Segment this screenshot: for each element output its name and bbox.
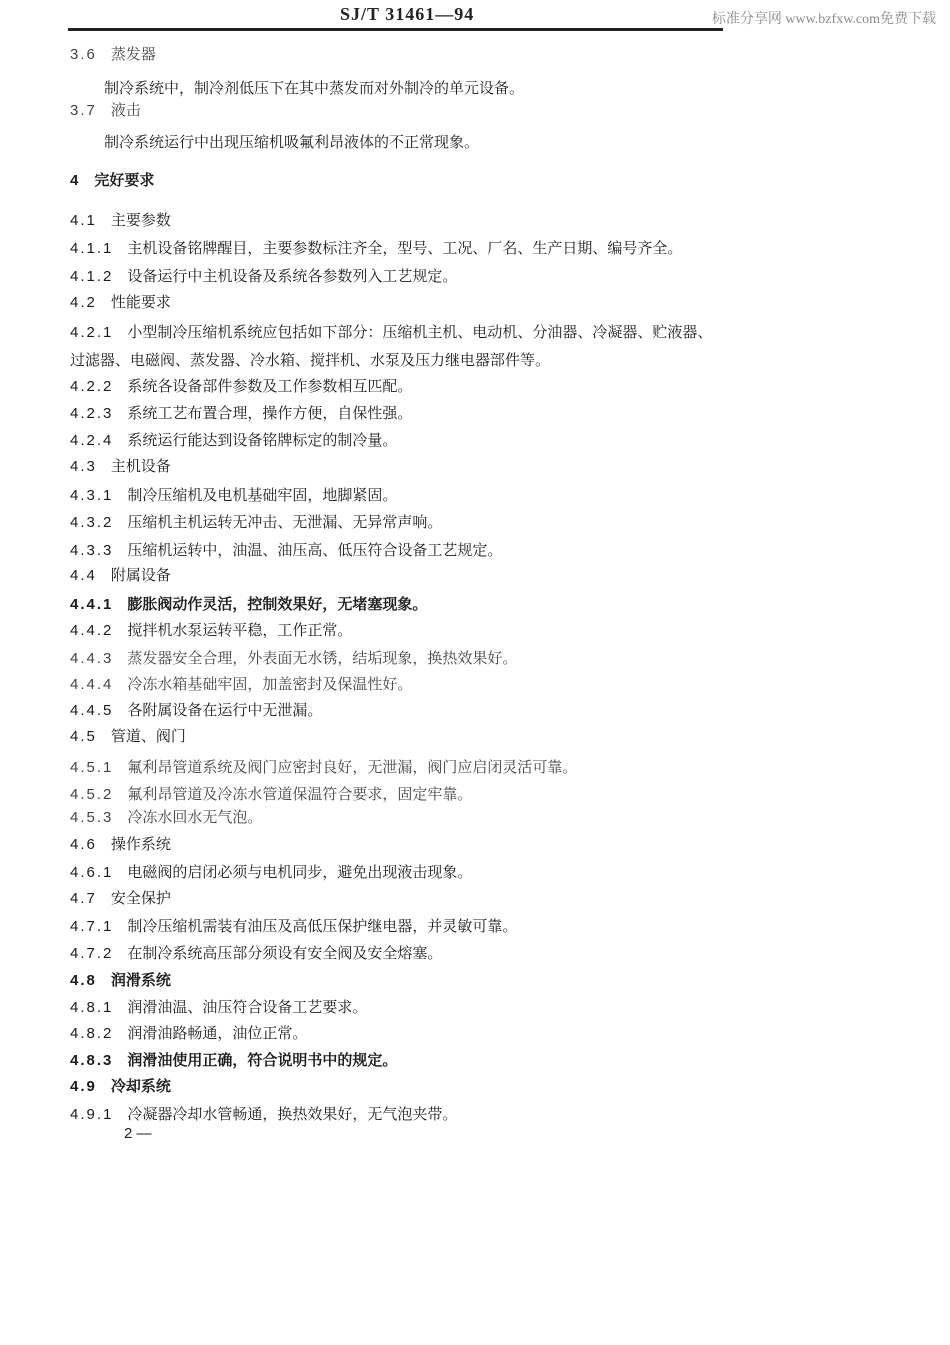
clause-number: 3.7: [70, 102, 97, 119]
clause: 4.4.2 搅拌机水泵运转平稳，工作正常。: [70, 621, 353, 639]
clause: 4.8 润滑系统: [70, 971, 171, 989]
clause: 4.5.3 冷冻水回水无气泡。: [70, 808, 263, 826]
clause-number: 3.6: [70, 46, 97, 63]
clause: 4.3.2 压缩机主机运转无冲击、无泄漏、无异常声响。: [70, 513, 443, 531]
clause: 4.7.1 制冷压缩机需装有油压及高低压保护继电器，并灵敏可靠。: [70, 917, 518, 935]
clause: 4.4.4 冷冻水箱基础牢固，加盖密封及保温性好。: [70, 675, 413, 693]
paragraph: 制冷系统运行中出现压缩机吸氟利昂液体的不正常现象。: [104, 133, 480, 151]
paragraph: 制冷系统中，制冷剂低压下在其中蒸发而对外制冷的单元设备。: [104, 79, 525, 97]
clause: 4.5.2 氟利昂管道及冷冻水管道保温符合要求，固定牢靠。: [70, 785, 473, 803]
clause: 4.2.1 小型制冷压缩机系统应包括如下部分：压缩机主机、电动机、分油器、冷凝器、贮液器、: [70, 323, 713, 341]
clause: 4.8.3 润滑油使用正确，符合说明书中的规定。: [70, 1051, 398, 1069]
clause: 4.3.1 制冷压缩机及电机基础牢固，地脚紧固。: [70, 486, 398, 504]
clause: 4.7 安全保护: [70, 889, 171, 907]
clause: 4.8.1 润滑油温、油压符合设备工艺要求。: [70, 998, 368, 1016]
clause: 4.9 冷却系统: [70, 1077, 171, 1095]
clause: 4.6.1 电磁阀的启闭必须与电机同步，避免出现液击现象。: [70, 863, 473, 881]
clause: 4.7.2 在制冷系统高压部分须设有安全阀及安全熔塞。: [70, 944, 443, 962]
standard-code: SJ/T 31461—94: [340, 4, 475, 24]
watermark: 标准分享网 www.bzfxw.com免费下载: [711, 12, 936, 27]
clause-text: 液击: [110, 101, 141, 119]
clause: 4.4.1 膨胀阀动作灵活，控制效果好，无堵塞现象。: [70, 595, 428, 613]
clause: 4.2.3 系统工艺布置合理，操作方便，自保性强。: [70, 404, 413, 422]
page-number: 2 —: [124, 1125, 152, 1142]
clause: 4.6 操作系统: [70, 835, 171, 853]
clause: 4.4.3 蒸发器安全合理，外表面无水锈，结垢现象，换热效果好。: [70, 649, 518, 667]
clause: 4.1.1 主机设备铭牌醒目，主要参数标注齐全，型号、工况、厂名、生产日期、编号齐全。: [70, 239, 683, 257]
clause-heading: [70, 100, 141, 121]
clause: 4.5 管道、阀门: [70, 727, 186, 745]
section-title: 完好要求: [94, 171, 155, 189]
clause-text: 蒸发器: [110, 45, 156, 63]
clause: 4.9.1 冷凝器冷却水管畅通，换热效果好，无气泡夹带。: [70, 1105, 458, 1123]
clause: 4.5.1 氟利昂管道系统及阀门应密封良好，无泄漏，阀门应启闭灵活可靠。: [70, 758, 578, 776]
clause-heading: [70, 44, 156, 65]
section-heading: [70, 170, 154, 191]
clause: 4.8.2 润滑油路畅通，油位正常。: [70, 1024, 308, 1042]
clause: 4.1 主要参数: [70, 211, 171, 229]
clause: 4.2.4 系统运行能达到设备铭牌标定的制冷量。: [70, 431, 398, 449]
paragraph: 过滤器、电磁阀、蒸发器、冷水箱、搅拌机、水泵及压力继电器部件等。: [70, 351, 551, 369]
clause: 4.3 主机设备: [70, 457, 171, 475]
clause: 4.3.3 压缩机运转中，油温、油压高、低压符合设备工艺规定。: [70, 541, 503, 559]
section-number: 4: [70, 172, 81, 189]
clause: 4.4 附属设备: [70, 566, 171, 584]
clause: 4.4.5 各附属设备在运行中无泄漏。: [70, 701, 323, 719]
clause: 4.2 性能要求: [70, 293, 171, 311]
clause: 4.2.2 系统各设备部件参数及工作参数相互匹配。: [70, 377, 413, 395]
clause: 4.1.2 设备运行中主机设备及系统各参数列入工艺规定。: [70, 267, 458, 285]
